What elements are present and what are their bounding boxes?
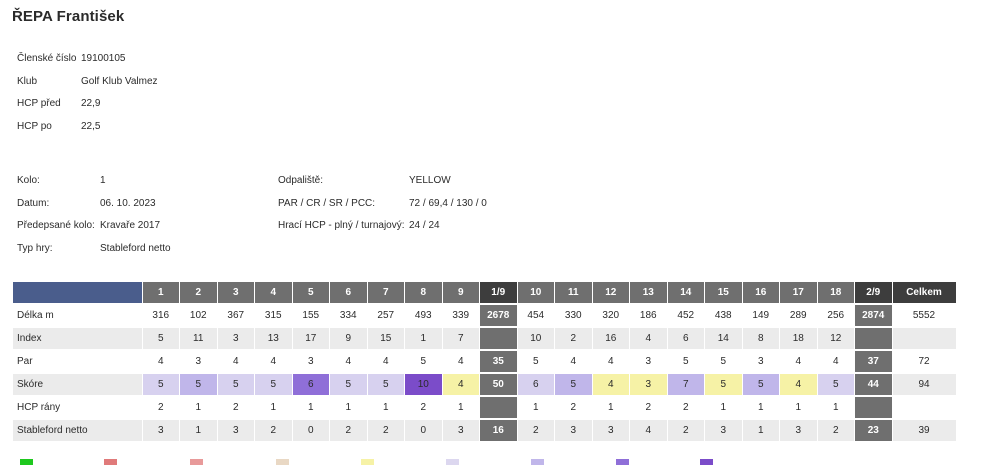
cell-hole: 2 bbox=[555, 327, 593, 350]
cell-hole: 1 bbox=[517, 396, 555, 419]
legend-swatch bbox=[190, 459, 203, 465]
cell-subtotal: 2678 bbox=[480, 304, 518, 327]
cell-hole: 4 bbox=[780, 373, 818, 396]
cell-hole: 16 bbox=[592, 327, 630, 350]
cell-hole: 4 bbox=[780, 350, 818, 373]
member-value: 22,5 bbox=[81, 121, 101, 133]
cell-hole: 4 bbox=[592, 350, 630, 373]
cell-hole: 367 bbox=[217, 304, 255, 327]
cell-hole: 2 bbox=[555, 396, 593, 419]
header-hole: 8 bbox=[405, 282, 443, 304]
cell-hole: 4 bbox=[555, 350, 593, 373]
scorecard-table bbox=[13, 282, 957, 443]
cell-hole: 9 bbox=[330, 327, 368, 350]
cell-hole: 2 bbox=[405, 396, 443, 419]
scorecard-corner bbox=[13, 282, 142, 304]
cell-hole: 2 bbox=[217, 396, 255, 419]
header-hole: 4 bbox=[255, 282, 293, 304]
member-label: HCP po bbox=[17, 121, 52, 133]
cell-total bbox=[892, 396, 956, 419]
header-hole: 16 bbox=[742, 282, 780, 304]
cell-hole: 5 bbox=[142, 327, 180, 350]
cell-hole: 5 bbox=[742, 373, 780, 396]
cell-hole: 4 bbox=[217, 350, 255, 373]
round-info-right bbox=[278, 170, 487, 238]
cell-hole: 454 bbox=[517, 304, 555, 327]
cell-hole: 5 bbox=[367, 373, 405, 396]
round-row-tee bbox=[278, 170, 487, 193]
cell-hole: 5 bbox=[330, 373, 368, 396]
scorecard-row bbox=[13, 396, 956, 419]
member-info bbox=[17, 48, 158, 139]
cell-subtotal: 44 bbox=[855, 373, 893, 396]
cell-total: 72 bbox=[892, 350, 956, 373]
scorecard-row bbox=[13, 350, 956, 373]
cell-hole: 2 bbox=[255, 419, 293, 442]
round-row-number bbox=[17, 170, 171, 193]
cell-hole: 3 bbox=[217, 419, 255, 442]
cell-hole: 18 bbox=[780, 327, 818, 350]
header-hole: 1 bbox=[142, 282, 180, 304]
cell-hole: 1 bbox=[705, 396, 743, 419]
legend-swatch bbox=[20, 459, 33, 465]
cell-hole: 3 bbox=[217, 327, 255, 350]
cell-hole: 1 bbox=[442, 396, 480, 419]
cell-hole: 7 bbox=[442, 327, 480, 350]
cell-hole: 3 bbox=[780, 419, 818, 442]
cell-hole: 5 bbox=[180, 373, 218, 396]
cell-subtotal: 37 bbox=[855, 350, 893, 373]
header-hole: 6 bbox=[330, 282, 368, 304]
cell-hole: 3 bbox=[630, 373, 668, 396]
row-label: Délka m bbox=[13, 304, 142, 327]
header-hole: 11 bbox=[555, 282, 593, 304]
cell-hole: 1 bbox=[742, 396, 780, 419]
round-label: PAR / CR / SR / PCC: bbox=[278, 197, 376, 209]
cell-hole: 256 bbox=[817, 304, 855, 327]
cell-hole: 289 bbox=[780, 304, 818, 327]
cell-hole: 2 bbox=[142, 396, 180, 419]
cell-hole: 4 bbox=[630, 327, 668, 350]
cell-hole: 5 bbox=[555, 373, 593, 396]
cell-hole: 5 bbox=[817, 373, 855, 396]
cell-hole: 315 bbox=[255, 304, 293, 327]
cell-hole: 2 bbox=[517, 419, 555, 442]
round-value: 06. 10. 2023 bbox=[100, 197, 156, 209]
member-row-club bbox=[17, 71, 158, 94]
member-value: Golf Klub Valmez bbox=[81, 75, 158, 87]
row-label: Stableford netto bbox=[13, 419, 142, 442]
cell-hole: 4 bbox=[442, 373, 480, 396]
cell-hole: 8 bbox=[742, 327, 780, 350]
header-hole: 3 bbox=[217, 282, 255, 304]
round-label: Typ hry: bbox=[17, 243, 53, 255]
cell-hole: 3 bbox=[742, 350, 780, 373]
cell-subtotal: 35 bbox=[480, 350, 518, 373]
scorecard-row bbox=[13, 304, 956, 327]
cell-hole: 3 bbox=[142, 419, 180, 442]
cell-hole: 3 bbox=[705, 419, 743, 442]
cell-total: 5552 bbox=[892, 304, 956, 327]
cell-hole: 5 bbox=[255, 373, 293, 396]
cell-hole: 186 bbox=[630, 304, 668, 327]
header-hole: 17 bbox=[780, 282, 818, 304]
cell-hole: 2 bbox=[667, 419, 705, 442]
cell-hole: 493 bbox=[405, 304, 443, 327]
round-label: Hrací HCP - plný / turnajový: bbox=[278, 220, 405, 232]
cell-hole: 330 bbox=[555, 304, 593, 327]
round-value: 1 bbox=[100, 175, 106, 186]
round-label: Datum: bbox=[17, 197, 50, 209]
cell-hole: 334 bbox=[330, 304, 368, 327]
cell-hole: 4 bbox=[817, 350, 855, 373]
header-hole: 7 bbox=[367, 282, 405, 304]
member-value: 22,9 bbox=[81, 98, 101, 110]
member-label: HCP před bbox=[17, 98, 61, 110]
cell-hole: 4 bbox=[442, 350, 480, 373]
header-subtotal: 1/9 bbox=[480, 282, 518, 304]
cell-hole: 1 bbox=[780, 396, 818, 419]
scorecard-row bbox=[13, 373, 956, 396]
scorecard-row bbox=[13, 419, 956, 442]
row-label: Par bbox=[13, 350, 142, 373]
cell-hole: 1 bbox=[592, 396, 630, 419]
cell-hole: 6 bbox=[667, 327, 705, 350]
cell-hole: 1 bbox=[817, 396, 855, 419]
cell-total: 39 bbox=[892, 419, 956, 442]
member-value: 19100105 bbox=[81, 53, 126, 64]
cell-hole: 1 bbox=[405, 327, 443, 350]
round-value: Kravaře 2017 bbox=[100, 220, 161, 232]
cell-subtotal bbox=[855, 327, 893, 350]
legend-swatch bbox=[361, 459, 374, 465]
cell-hole: 3 bbox=[555, 419, 593, 442]
row-label: HCP rány bbox=[13, 396, 142, 419]
round-row-game-type bbox=[17, 238, 171, 261]
round-value: 24 / 24 bbox=[409, 220, 440, 232]
cell-subtotal: 23 bbox=[855, 419, 893, 442]
cell-hole: 3 bbox=[180, 350, 218, 373]
cell-hole: 5 bbox=[217, 373, 255, 396]
cell-hole: 316 bbox=[142, 304, 180, 327]
cell-hole: 14 bbox=[705, 327, 743, 350]
member-label: Členské číslo bbox=[17, 53, 77, 64]
header-hole: 2 bbox=[180, 282, 218, 304]
cell-hole: 102 bbox=[180, 304, 218, 327]
header-hole: 9 bbox=[442, 282, 480, 304]
member-row-hcp-after bbox=[17, 116, 158, 139]
cell-hole: 6 bbox=[517, 373, 555, 396]
legend-swatch bbox=[700, 459, 713, 465]
cell-hole: 155 bbox=[292, 304, 330, 327]
header-hole: 12 bbox=[592, 282, 630, 304]
cell-subtotal: 2874 bbox=[855, 304, 893, 327]
round-row-date bbox=[17, 193, 171, 216]
cell-hole: 2 bbox=[817, 419, 855, 442]
round-value: YELLOW bbox=[409, 175, 451, 186]
member-label: Klub bbox=[17, 75, 38, 87]
scorecard-header-row bbox=[13, 282, 956, 304]
cell-hole: 257 bbox=[367, 304, 405, 327]
score-legend bbox=[0, 459, 1000, 465]
row-label: Index bbox=[13, 327, 142, 350]
cell-hole: 5 bbox=[705, 373, 743, 396]
legend-swatch bbox=[276, 459, 289, 465]
cell-hole: 5 bbox=[142, 373, 180, 396]
header-hole: 5 bbox=[292, 282, 330, 304]
legend-swatch bbox=[531, 459, 544, 465]
cell-hole: 452 bbox=[667, 304, 705, 327]
legend-swatch bbox=[616, 459, 629, 465]
cell-hole: 0 bbox=[405, 419, 443, 442]
cell-hole: 10 bbox=[517, 327, 555, 350]
cell-hole: 10 bbox=[405, 373, 443, 396]
header-hole: 14 bbox=[667, 282, 705, 304]
cell-hole: 13 bbox=[255, 327, 293, 350]
round-row-par-cr-sr bbox=[278, 193, 487, 216]
cell-hole: 339 bbox=[442, 304, 480, 327]
header-subtotal: 2/9 bbox=[855, 282, 893, 304]
cell-hole: 7 bbox=[667, 373, 705, 396]
cell-hole: 5 bbox=[517, 350, 555, 373]
cell-hole: 149 bbox=[742, 304, 780, 327]
round-info-left bbox=[17, 170, 171, 261]
cell-hole: 4 bbox=[630, 419, 668, 442]
cell-hole: 17 bbox=[292, 327, 330, 350]
cell-hole: 3 bbox=[592, 419, 630, 442]
cell-hole: 11 bbox=[180, 327, 218, 350]
cell-subtotal bbox=[855, 396, 893, 419]
round-value: Stableford netto bbox=[100, 243, 171, 255]
cell-hole: 5 bbox=[405, 350, 443, 373]
cell-hole: 438 bbox=[705, 304, 743, 327]
cell-hole: 6 bbox=[292, 373, 330, 396]
round-label: Odpaliště: bbox=[278, 175, 324, 186]
scorecard-row bbox=[13, 327, 956, 350]
cell-hole: 1 bbox=[367, 396, 405, 419]
cell-hole: 4 bbox=[142, 350, 180, 373]
round-label: Kolo: bbox=[17, 175, 40, 186]
header-total: Celkem bbox=[892, 282, 956, 304]
cell-hole: 4 bbox=[330, 350, 368, 373]
round-label: Předepsané kolo: bbox=[17, 220, 95, 232]
cell-subtotal: 16 bbox=[480, 419, 518, 442]
cell-hole: 1 bbox=[180, 396, 218, 419]
cell-hole: 12 bbox=[817, 327, 855, 350]
member-row-number bbox=[17, 48, 158, 71]
cell-hole: 320 bbox=[592, 304, 630, 327]
cell-hole: 2 bbox=[630, 396, 668, 419]
header-hole: 10 bbox=[517, 282, 555, 304]
cell-hole: 1 bbox=[180, 419, 218, 442]
player-name: ŘEPA František bbox=[12, 8, 125, 25]
cell-total bbox=[892, 327, 956, 350]
legend-swatch bbox=[104, 459, 117, 465]
cell-hole: 4 bbox=[255, 350, 293, 373]
cell-subtotal bbox=[480, 396, 518, 419]
cell-hole: 1 bbox=[292, 396, 330, 419]
header-hole: 13 bbox=[630, 282, 668, 304]
cell-hole: 4 bbox=[592, 373, 630, 396]
header-hole: 18 bbox=[817, 282, 855, 304]
cell-hole: 15 bbox=[367, 327, 405, 350]
cell-hole: 3 bbox=[442, 419, 480, 442]
cell-hole: 2 bbox=[667, 396, 705, 419]
cell-hole: 5 bbox=[705, 350, 743, 373]
cell-hole: 2 bbox=[330, 419, 368, 442]
row-label: Skóre bbox=[13, 373, 142, 396]
cell-hole: 1 bbox=[330, 396, 368, 419]
cell-hole: 1 bbox=[742, 419, 780, 442]
cell-hole: 3 bbox=[292, 350, 330, 373]
cell-hole: 1 bbox=[255, 396, 293, 419]
cell-subtotal: 50 bbox=[480, 373, 518, 396]
round-row-course bbox=[17, 215, 171, 238]
member-row-hcp-before bbox=[17, 93, 158, 116]
round-row-playing-hcp bbox=[278, 215, 487, 238]
cell-hole: 4 bbox=[367, 350, 405, 373]
cell-hole: 3 bbox=[630, 350, 668, 373]
cell-hole: 0 bbox=[292, 419, 330, 442]
cell-hole: 5 bbox=[667, 350, 705, 373]
cell-subtotal bbox=[480, 327, 518, 350]
round-value: 72 / 69,4 / 130 / 0 bbox=[409, 197, 487, 209]
cell-total: 94 bbox=[892, 373, 956, 396]
header-hole: 15 bbox=[705, 282, 743, 304]
legend-swatch bbox=[446, 459, 459, 465]
cell-hole: 2 bbox=[367, 419, 405, 442]
